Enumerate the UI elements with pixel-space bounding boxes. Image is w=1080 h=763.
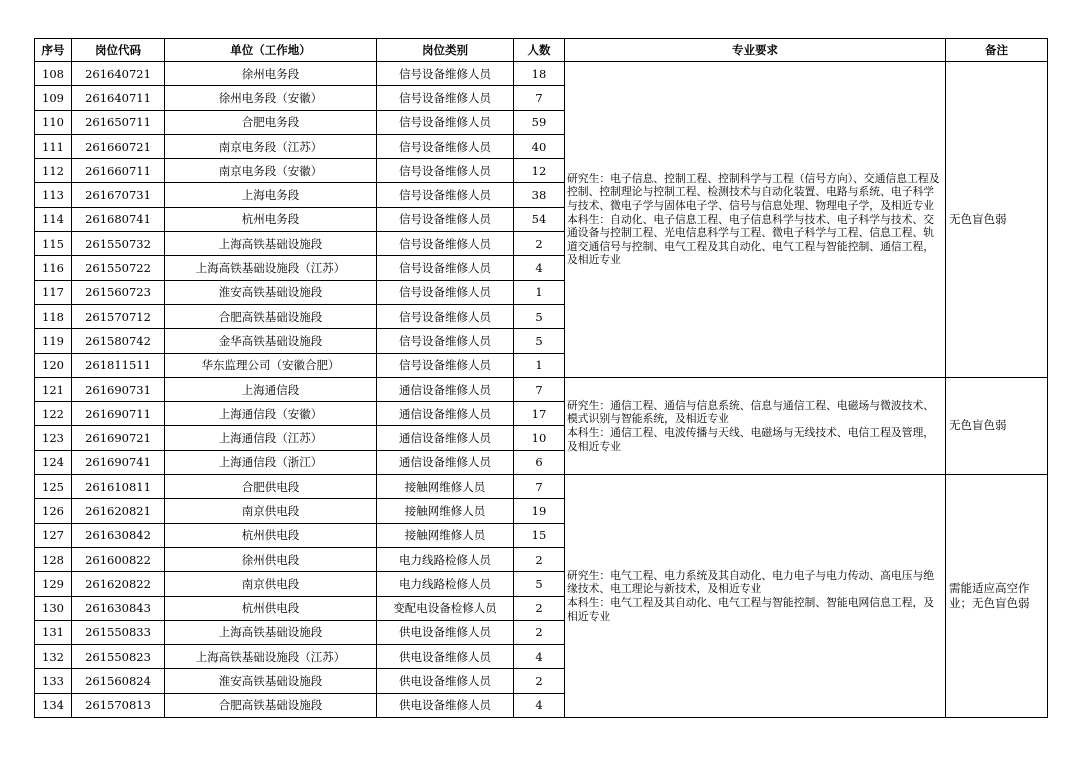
row-count-cell: 2 [514,232,565,256]
row-seq-cell: 128 [35,547,72,571]
row-count-cell: 1 [514,353,565,377]
row-category-cell: 信号设备维修人员 [377,329,514,353]
row-category-cell: 通信设备维修人员 [377,450,514,474]
row-code-cell: 261690721 [72,426,165,450]
row-category-cell: 通信设备维修人员 [377,426,514,450]
row-category-cell: 信号设备维修人员 [377,62,514,86]
row-seq-cell: 125 [35,475,72,499]
row-category-cell: 电力线路检修人员 [377,572,514,596]
row-code-cell: 261580742 [72,329,165,353]
row-count-cell: 2 [514,547,565,571]
row-unit-cell: 上海通信段（浙江） [165,450,377,474]
row-count-cell: 17 [514,402,565,426]
row-code-cell: 261600822 [72,547,165,571]
table-row [35,62,1048,86]
row-count-cell: 7 [514,475,565,499]
row-seq-cell: 130 [35,596,72,620]
row-code-cell: 261630843 [72,596,165,620]
row-category-cell: 信号设备维修人员 [377,280,514,304]
row-category-cell: 信号设备维修人员 [377,86,514,110]
row-category-cell: 供电设备维修人员 [377,669,514,693]
row-code-cell: 261610811 [72,475,165,499]
row-code-cell: 261670731 [72,183,165,207]
row-code-cell: 261550722 [72,256,165,280]
row-unit-cell: 金华高铁基础设施段 [165,329,377,353]
header-code: 岗位代码 [72,39,165,62]
row-code-cell: 261690731 [72,377,165,401]
row-code-cell: 261811511 [72,353,165,377]
row-category-cell: 电力线路检修人员 [377,547,514,571]
row-count-cell: 4 [514,645,565,669]
row-count-cell: 59 [514,110,565,134]
row-count-cell: 5 [514,329,565,353]
row-category-cell: 接触网维修人员 [377,523,514,547]
row-seq-cell: 127 [35,523,72,547]
row-category-cell: 通信设备维修人员 [377,377,514,401]
row-unit-cell: 合肥高铁基础设施段 [165,693,377,717]
row-seq-cell: 134 [35,693,72,717]
row-seq-cell: 112 [35,159,72,183]
row-category-cell: 信号设备维修人员 [377,207,514,231]
row-code-cell: 261690711 [72,402,165,426]
row-seq-cell: 118 [35,304,72,328]
row-count-cell: 12 [514,159,565,183]
row-count-cell: 2 [514,620,565,644]
requirement-cell: 研究生：电气工程、电力系统及其自动化、电力电子与电力传动、高电压与绝缘技术、电工理论与新技术，及相近专业 本科生：电气工程及其自动化、电气工程与智能控制、智能电网信息工程，及相近专业 [565,475,946,718]
row-code-cell: 261660711 [72,159,165,183]
header-note: 备注 [946,39,1048,62]
row-seq-cell: 110 [35,110,72,134]
row-category-cell: 信号设备维修人员 [377,256,514,280]
row-category-cell: 信号设备维修人员 [377,110,514,134]
row-category-cell: 信号设备维修人员 [377,183,514,207]
row-count-cell: 5 [514,304,565,328]
row-count-cell: 1 [514,280,565,304]
row-count-cell: 6 [514,450,565,474]
row-unit-cell: 上海电务段 [165,183,377,207]
row-seq-cell: 133 [35,669,72,693]
row-unit-cell: 杭州电务段 [165,207,377,231]
row-category-cell: 供电设备维修人员 [377,645,514,669]
row-unit-cell: 南京供电段 [165,499,377,523]
row-unit-cell: 徐州供电段 [165,547,377,571]
row-seq-cell: 111 [35,134,72,158]
header-seq: 序号 [35,39,72,62]
row-count-cell: 4 [514,256,565,280]
row-category-cell: 供电设备维修人员 [377,620,514,644]
row-unit-cell: 淮安高铁基础设施段 [165,280,377,304]
row-count-cell: 19 [514,499,565,523]
row-code-cell: 261570712 [72,304,165,328]
row-unit-cell: 上海通信段（江苏） [165,426,377,450]
row-code-cell: 261640721 [72,62,165,86]
row-seq-cell: 116 [35,256,72,280]
header-requirement: 专业要求 [565,39,946,62]
row-seq-cell: 109 [35,86,72,110]
row-seq-cell: 108 [35,62,72,86]
row-seq-cell: 129 [35,572,72,596]
job-table [34,38,1048,718]
row-count-cell: 4 [514,693,565,717]
row-seq-cell: 122 [35,402,72,426]
row-seq-cell: 131 [35,620,72,644]
row-category-cell: 信号设备维修人员 [377,304,514,328]
row-code-cell: 261680741 [72,207,165,231]
row-code-cell: 261690741 [72,450,165,474]
row-seq-cell: 123 [35,426,72,450]
row-seq-cell: 132 [35,645,72,669]
table-row [35,475,1048,499]
row-code-cell: 261570813 [72,693,165,717]
row-seq-cell: 115 [35,232,72,256]
row-code-cell: 261550732 [72,232,165,256]
row-seq-cell: 114 [35,207,72,231]
row-code-cell: 261640711 [72,86,165,110]
row-count-cell: 38 [514,183,565,207]
row-count-cell: 2 [514,669,565,693]
table-row [35,377,1048,401]
note-cell: 需能适应高空作业；无色盲色弱 [946,475,1048,718]
row-code-cell: 261560723 [72,280,165,304]
row-unit-cell: 上海通信段（安徽） [165,402,377,426]
row-unit-cell: 上海高铁基础设施段（江苏） [165,256,377,280]
row-category-cell: 接触网维修人员 [377,475,514,499]
row-unit-cell: 徐州电务段 [165,62,377,86]
row-code-cell: 261550823 [72,645,165,669]
row-code-cell: 261620822 [72,572,165,596]
row-count-cell: 40 [514,134,565,158]
row-category-cell: 信号设备维修人员 [377,134,514,158]
requirement-cell: 研究生：电子信息、控制工程、控制科学与工程（信号方向）、交通信息工程及控制、控制理论与控制工程、检测技术与自动化装置、电路与系统、电子科学与技术、微电子学与固体电子学、信号与信息处理、物理电子学，及相近专业 本科生：自动化、电子信息工程、电子信息科学与技术、电子科学与技术、交通设备与控制工程、光电信息科学与工程、微电子科学与工程、信息工程、轨道交通信号与控制、电气工程及其自动化、电气工程与智能控制、通信工程，及相近专业 [565,62,946,378]
row-code-cell: 261630842 [72,523,165,547]
row-unit-cell: 杭州供电段 [165,523,377,547]
row-seq-cell: 113 [35,183,72,207]
row-unit-cell: 合肥高铁基础设施段 [165,304,377,328]
row-unit-cell: 南京供电段 [165,572,377,596]
requirement-cell: 研究生：通信工程、通信与信息系统、信息与通信工程、电磁场与微波技术、模式识别与智能系统，及相近专业 本科生：通信工程、电波传播与天线、电磁场与无线技术、电信工程及管理，及相近专业 [565,377,946,474]
row-count-cell: 18 [514,62,565,86]
row-unit-cell: 上海通信段 [165,377,377,401]
row-code-cell: 261620821 [72,499,165,523]
row-unit-cell: 合肥电务段 [165,110,377,134]
row-unit-cell: 杭州供电段 [165,596,377,620]
note-cell: 无色盲色弱 [946,62,1048,378]
row-code-cell: 261660721 [72,134,165,158]
header-category: 岗位类别 [377,39,514,62]
row-category-cell: 通信设备维修人员 [377,402,514,426]
row-unit-cell: 上海高铁基础设施段 [165,620,377,644]
header-count: 人数 [514,39,565,62]
row-count-cell: 2 [514,596,565,620]
row-count-cell: 5 [514,572,565,596]
row-category-cell: 供电设备维修人员 [377,693,514,717]
row-unit-cell: 徐州电务段（安徽） [165,86,377,110]
row-seq-cell: 124 [35,450,72,474]
row-code-cell: 261560824 [72,669,165,693]
row-unit-cell: 淮安高铁基础设施段 [165,669,377,693]
row-category-cell: 信号设备维修人员 [377,159,514,183]
row-seq-cell: 117 [35,280,72,304]
row-seq-cell: 119 [35,329,72,353]
table-body [35,62,1048,718]
row-category-cell: 变配电设备检修人员 [377,596,514,620]
row-code-cell: 261650711 [72,110,165,134]
row-count-cell: 15 [514,523,565,547]
row-seq-cell: 120 [35,353,72,377]
row-unit-cell: 南京电务段（江苏） [165,134,377,158]
row-unit-cell: 合肥供电段 [165,475,377,499]
header-row [35,39,1048,62]
row-count-cell: 7 [514,377,565,401]
row-category-cell: 信号设备维修人员 [377,232,514,256]
header-unit: 单位（工作地） [165,39,377,62]
row-unit-cell: 上海高铁基础设施段（江苏） [165,645,377,669]
row-count-cell: 7 [514,86,565,110]
row-category-cell: 接触网维修人员 [377,499,514,523]
row-unit-cell: 上海高铁基础设施段 [165,232,377,256]
row-category-cell: 信号设备维修人员 [377,353,514,377]
row-seq-cell: 126 [35,499,72,523]
row-count-cell: 54 [514,207,565,231]
row-unit-cell: 南京电务段（安徽） [165,159,377,183]
row-seq-cell: 121 [35,377,72,401]
row-count-cell: 10 [514,426,565,450]
row-code-cell: 261550833 [72,620,165,644]
note-cell: 无色盲色弱 [946,377,1048,474]
row-unit-cell: 华东监理公司（安徽合肥） [165,353,377,377]
